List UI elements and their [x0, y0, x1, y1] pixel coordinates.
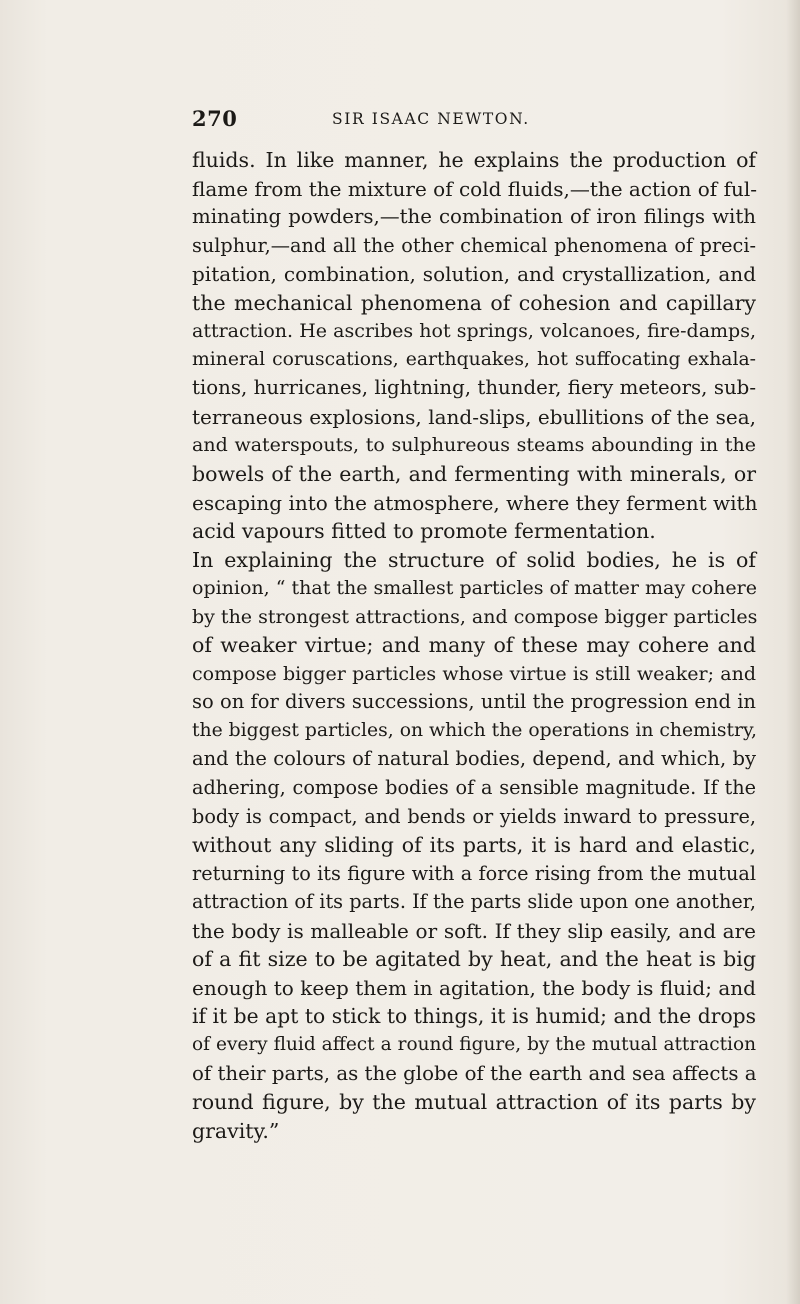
text-line: mineral coruscations, earthquakes, hot suffocating exhala-	[192, 348, 756, 370]
page-edge-shadow	[786, 0, 800, 1304]
text-line: if it be apt to stick to things, it is humid; and the drops	[192, 1004, 756, 1029]
text-line: bowels of the earth, and fermenting with minerals, or	[192, 462, 756, 487]
text-line: of their parts, as the globe of the earth and sea affects a	[192, 1061, 757, 1085]
text-line: flame from the mixture of cold fluids,—the action of ful-	[192, 176, 757, 201]
text-line: of every fluid affect a round figure, by the mutual attraction	[192, 1033, 756, 1055]
text-line: fluids. In like manner, he explains the production of	[192, 148, 756, 172]
text-line: and waterspouts, to sulphureous steams abounding in the	[192, 434, 756, 457]
text-line: terraneous explosions, land-slips, ebullitions of the sea,	[192, 404, 756, 429]
text-line: In explaining the structure of solid bodies, he is of	[192, 547, 756, 572]
text-line: body is compact, and bends or yields inward to pressure,	[192, 804, 756, 828]
text-line: gravity.”	[192, 1118, 280, 1143]
text-line: compose bigger particles whose virtue is still weaker; and	[192, 662, 756, 685]
page-number: 270	[192, 106, 238, 131]
text-line: sulphur,—and all the other chemical phenomena of preci-	[192, 233, 756, 257]
text-line: pitation, combination, solution, and crystallization, and	[192, 262, 756, 287]
text-line: enough to keep them in agitation, the body is fluid; and	[192, 975, 756, 1000]
text-line: tions, hurricanes, lightning, thunder, fiery meteors, sub-	[192, 376, 756, 400]
text-line: minating powders,—the combination of iron filings with	[192, 205, 756, 229]
text-line: adhering, compose bodies of a sensible magnitude. If the	[192, 776, 756, 800]
body-text	[192, 146, 756, 1145]
text-line: attraction. He ascribes hot springs, volcanoes, fire-damps,	[192, 320, 756, 343]
text-line: the biggest particles, on which the operations in chemistry,	[192, 719, 758, 741]
text-line: the body is malleable or soft. If they slip easily, and are	[192, 918, 756, 943]
text-line: by the strongest attractions, and compose bigger particles	[192, 605, 758, 628]
text-line: the mechanical phenomena of cohesion and capillary	[192, 290, 756, 315]
text-line: of a fit size to be agitated by heat, and the heat is big	[192, 947, 756, 972]
text-line: without any sliding of its parts, it is hard and elastic,	[192, 833, 756, 858]
text-line: opinion, “ that the smallest particles of matter may cohere	[192, 577, 757, 600]
page-header	[192, 106, 752, 136]
text-line: of weaker virtue; and many of these may cohere and	[192, 633, 756, 658]
text-line: returning to its figure with a force rising from the mutual	[192, 861, 756, 885]
text-line: escaping into the atmosphere, where they ferment with	[192, 490, 758, 515]
text-line: so on for divers successions, until the progression end in	[192, 690, 756, 714]
text-line: attraction of its parts. If the parts slide upon one another,	[192, 890, 756, 914]
text-line: and the colours of natural bodies, depend, and which, by	[192, 747, 756, 771]
text-line: round figure, by the mutual attraction of its parts by	[192, 1090, 756, 1115]
running-head: SIR ISAAC NEWTON.	[332, 110, 530, 128]
text-line: acid vapours fitted to promote fermentation.	[192, 519, 656, 544]
